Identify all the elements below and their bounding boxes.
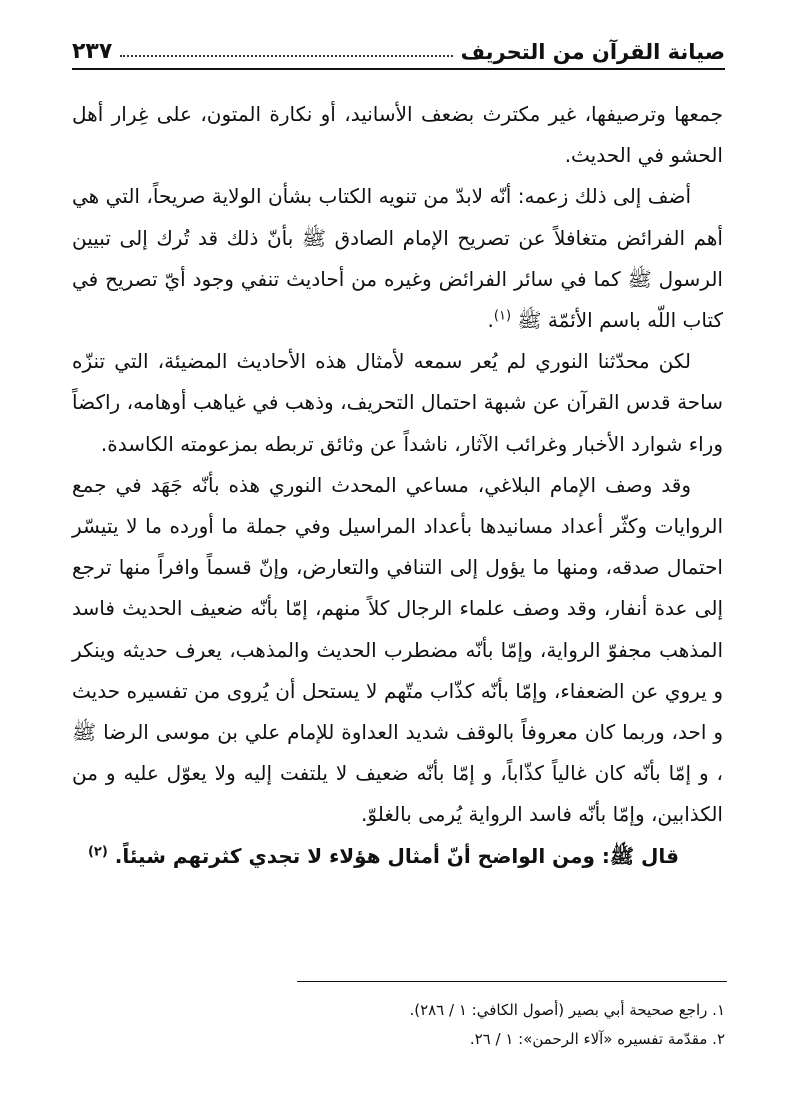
paragraph-2-text: أضف إلى ذلك زعمه: أنّه لابدّ من تنويه الكتاب بشأن الولاية صريحاً، التي هي أهم الفرائض متغافلاً عن تصريح الإمام الصادق ﷺ بأنّ ذلك قد تُرك إلى تبيين الرسول ﷺ كما في سائر الفرائض وغيره من أحاديث تنفي وجود أيّ تصريح في كتاب اللّه باسم الأئمّة ﷺ [72, 184, 723, 333]
paragraph-2-end: . [487, 308, 494, 333]
footnote-divider [297, 981, 727, 982]
paragraph-2 [72, 176, 723, 341]
paragraph-5-text: قال ﷺ: ومن الواضح أنّ أمثال هؤلاء لا تجدي كثرتهم شيئاً. [114, 843, 679, 868]
footnote-1: ١. راجع صحيحة أبي بصير (أصول الكافي: ١ / ٢٨٦). [409, 1001, 725, 1019]
paragraph-1: جمعها وترصيفها، غير مكترث بضعف الأسانيد، أو نكارة المتون، على غِرار أهل الحشو في الحديث. [72, 102, 723, 168]
page-header [72, 30, 725, 70]
main-text [72, 94, 723, 877]
page-number: ٢٣٧ [72, 39, 113, 64]
footnote-2: ٢. مقدّمة تفسيره «آلاء الرحمن»: ١ / ٢٦. [469, 1030, 725, 1048]
header-dotted-leader [120, 54, 452, 57]
paragraph-5-quote [72, 836, 723, 877]
paragraph-4: وقد وصف الإمام البلاغي، مساعي المحدث النوري هذه بأنّه جَهَد في جمع الروايات وكثّر أعداد مسانيدها بأعداد المراسيل وفي جملة ما أورده ما لا يتيسّر احتمال صدقه، ومنها ما يؤول إلى التنافي والتعارض، وإنّ قسماً وافراً منها ترجع إلى عدة أنفار، وقد وصف علماء الرجال كلاً منهم، إمّا بأنّه ضعيف الحديث فاسد المذهب مجفوّ الرواية، وإمّا بأنّه مضطرب الحديث والمذهب، يعرف حديثه وينكر و يروي عن الضعفاء، وإمّا بأنّه كذّاب متّهم لا يستحل أن يُروى من تفسيره حديث و احد، وربما كان معروفاً بالوقف شديد العداوة للإمام علي بن موسى الرضا ﷺ ، و إمّا بأنّه كان غالياً كذّاباً، و إمّا بأنّه ضعيف لا يلتفت إليه ولا يعوّل عليه و من الكذابين، وإمّا بأنّه فاسد الرواية يُرمى بالغلوّ. [72, 472, 723, 827]
running-title: صيانة القرآن من التحريف [460, 40, 725, 64]
paragraph-3: لكن محدّثنا النوري لم يُعر سمعه لأمثال هذه الأحاديث المضيئة، التي تنزّه ساحة قدس القرآن عن شبهة احتمال التحريف، وذهب في غياهب أوهامه، راكضاً وراء شوارد الأخبار وغرائب الآثار، ناشداً عن وثائق تربطه بمزعومته الكاسدة. [72, 349, 723, 456]
footnote-marker-1[interactable]: (١) [493, 308, 512, 324]
footnotes [72, 996, 725, 1054]
footnote-marker-2[interactable]: (٢) [87, 844, 108, 859]
